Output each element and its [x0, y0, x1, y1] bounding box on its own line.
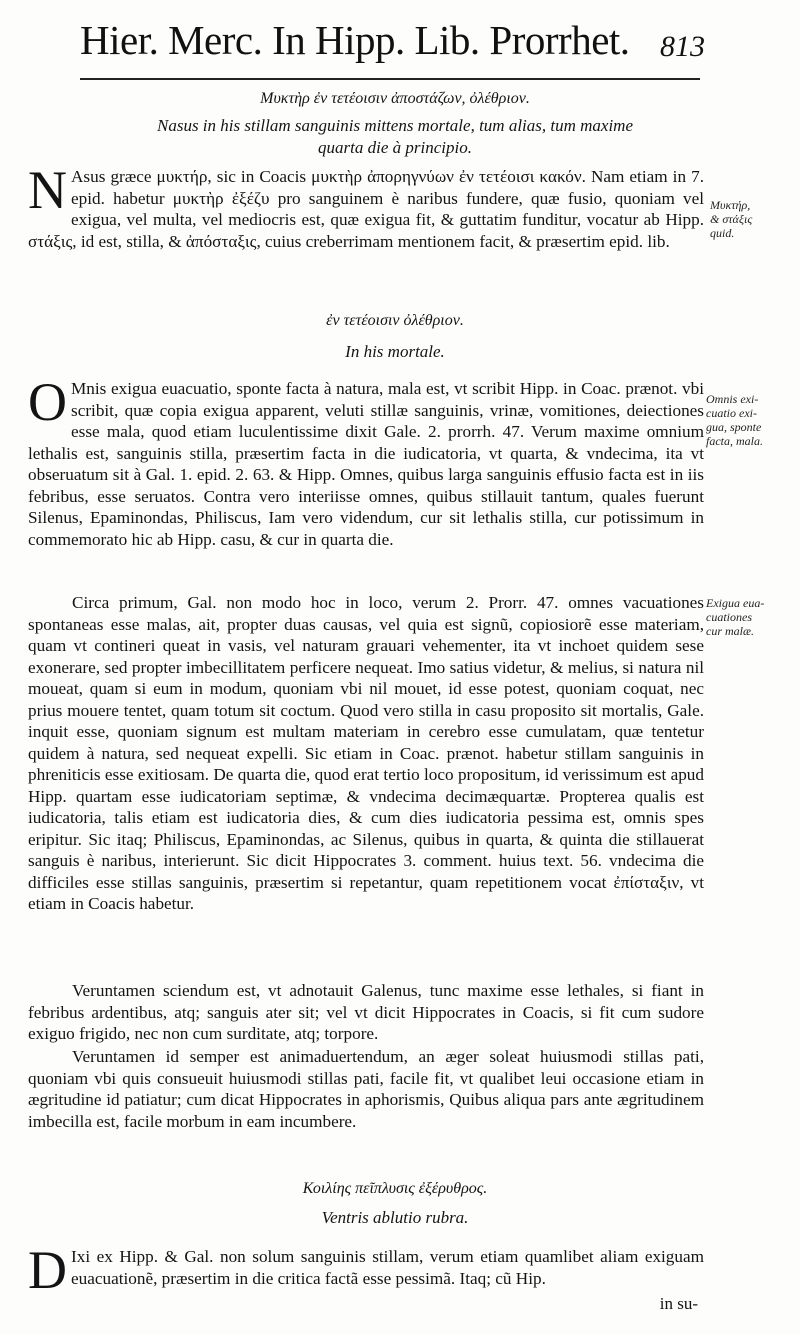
margin-note-1-line-2: & στάξις [710, 212, 753, 226]
page-number: 813 [660, 30, 705, 63]
dropcap-o: O [28, 372, 67, 432]
paragraph-6-text: Ixi ex Hipp. & Gal. non solum sanguinis stillam, verum etiam quamlibet aliam exiguam euacuationẽ, præsertim in die critica factã esse pessimã. Itaq; cũ Hip. [71, 1247, 704, 1288]
latin-lemma-2: In his mortale. [345, 342, 445, 361]
paragraph-2-text: Mnis exigua euacuatio, sponte facta à natura, mala est, vt scribit Hipp. in Coac. prænot. vbi scribit, quæ copia exigua apparent, veluti stillæ sanguinis, vrinæ, vomitiones, deiectiones esse mala, quod etiam luculentissime dixit Gale. 2. prorrh. 47. Verum maxime omnium lethalis est, sanguinis stilla, præsertim facta in die iudicatoria, vt quarta, & vndecima, ita vt obseruatum sit à Gal. 1. epid. 2. 63. & Hipp. Omnes, quibus larga sanguinis effusio facta est in iis febribus, esse seruatos. Contra vero interiisse omnes, quibus stillauit tantum, quales fuerunt Silenus, Epaminondas, Philiscus, Iam vero videndum, cur sit lethalis stilla, cur potissimum in commemorato hic ab Hipp. casu, & cur in quarta die. [28, 379, 704, 549]
paragraph-6 [28, 1240, 704, 1300]
greek-lemma-1: Μυκτὴρ ἐν τετέοισιν ἀποστάζων, ὀλέθριον. [260, 90, 530, 107]
paragraph-3-text: Circa primum, Gal. non modo hoc in loco, verum 2. Prorr. 47. omnes vacuationes spontaneas esse malas, ait, propter duas causas, vel quia est signũ, copiosiorẽ esse materiam, quam vt contineri queat in vasis, vel naturam grauari vehementer, ita vt inchoet quidem sese exonerare, sed propter imbecillitatem perficere nequeat. Imo satius videtur, & melius, si natura nil moueat, quam si eum in modum, quoniam vbi nil mouet, id esse potest, quoniam coquat, nec prius mouere tentet, quam totum sit coctum. Quod vero stilla in casu proposito sit mortalis, Gale. inquit esse, quoniam signum est multam materiam in cerebro esse cumulatam, quæ tentetur quidem à natura, sed nequeat expelli. Sic etiam in Coac. prænot. habetur stillam sanguinis in phreniticis esse exitiosam. De quarta die, quod erat tertio loco propositum, id verissimum est apud Hipp. quartam esse iudicatoriam septimæ, & vndecima decimæquartæ. Propterea qualis est iudicatoria, talis etiam est iudicatoria dies, & cum dies iudicatoria pessima est, omnis spes eripitur. Sic itaq; Philiscus, Epaminondas, ac Silenus, quibus in quarta, & quinta die stillauerat sanguis è naribus, interierunt. Sic dicit Hippocrates 3. comment. huius text. 56. vndecima die difficiles esse stillas sanguinis, præsertim si repetantur, quam repetitionem vocat ἐπίσταξιν, vt etiam in Coacis habetur. [28, 593, 704, 913]
margin-note-2-line-2: cuatio exi- [706, 406, 757, 420]
dropcap-n: N [28, 160, 67, 220]
margin-note-3-line-3: cur malæ. [706, 624, 754, 638]
paragraph-4-text: Veruntamen sciendum est, vt adnotauit Galenus, tunc maxime esse lethales, si fiant in febribus ardentibus, atq; sanguis ater sit; vel vt dicit Hippocrates in Coacis, si fit cum sudore exiguo frigido, nec non cum surditate, atq; torpore. [28, 981, 704, 1043]
paragraph-5 [28, 1046, 704, 1132]
page-header [80, 16, 710, 78]
margin-note-3 [706, 596, 796, 638]
paragraph-1 [28, 160, 704, 252]
paragraph-4 [28, 980, 704, 1045]
margin-note-1-line-3: quid. [710, 226, 735, 240]
margin-note-2-line-1: Omnis exi- [706, 392, 759, 406]
paragraph-5-text: Veruntamen id semper est animaduertendum, an æger soleat huiusmodi stillas pati, quoniam vbi quis consueuit huiusmodi stillas pati, facile fit, vt qualibet leui occasione etiam in ægritudine id patiatur; cum dicat Hippocrates in aphorismis, Quibus aliqua pars ante ægritudinem imbecilla est, facile morbum in eam incumbere. [28, 1047, 704, 1131]
margin-note-2-line-3: gua, sponte [706, 420, 762, 434]
greek-lemma-3: Κοιλίης πεῖπλυσις ἐξέρυθρος. [302, 1180, 488, 1197]
latin-lemma-1-line-2: quarta die à principio. [318, 138, 472, 157]
margin-note-1-line-1: Μυκτήρ, [710, 198, 751, 212]
paragraph-1-text: Asus græce μυκτήρ, sic in Coacis μυκτὴρ ἀπορηγνύων ἐν τετέοισι κακόν. Nam etiam in 7. epid. habetur μυκτὴρ ἐξέζυ pro sanguinem è naribus fundere, quæ fusio, quoniam vel exigua, vel multa, vel mediocris est, quæ exigua fit, & guttatim funditur, vocatur ab Hipp. στάξις, id est, stilla, & ἀπόσταξις, cuius creberrimam mentionem facit, & præsertim epid. lib. [28, 167, 704, 251]
margin-note-1 [710, 198, 796, 240]
dropcap-d: D [28, 1240, 67, 1300]
margin-note-3-line-1: Exigua eua- [706, 596, 765, 610]
latin-lemma-1-line-1: Nasus in his stillam sanguinis mittens mortale, tum alias, tum maxime [156, 116, 634, 135]
header-rule [80, 78, 700, 80]
latin-lemma-3: Ventris ablutio rubra. [321, 1208, 469, 1227]
margin-note-3-line-2: cuationes [706, 610, 752, 624]
paragraph-3 [28, 592, 704, 915]
margin-note-2 [706, 392, 796, 448]
greek-lemma-2: ἐν τετέοισιν ὀλέθριον. [326, 312, 464, 329]
paragraph-2 [28, 372, 704, 550]
margin-note-2-line-4: facta, mala. [706, 434, 763, 448]
running-title: Hier. Merc. In Hipp. Lib. Prorrhet. [80, 17, 630, 63]
catchword: in su- [659, 1294, 698, 1313]
